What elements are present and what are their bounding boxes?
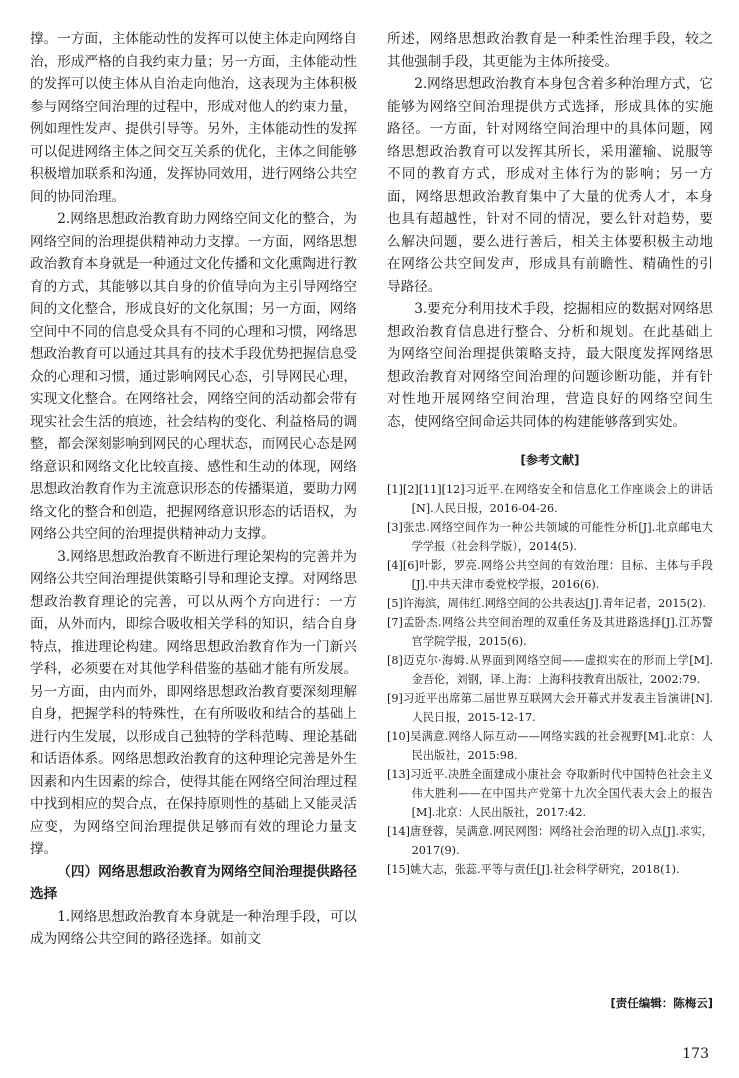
reference-item: [7]孟卧杰.网络公共空间治理的双重任务及其进路选择[J].江苏警官学院学报，2015(6). — [387, 615, 713, 648]
reference-item: [3]张忠.网络空间作为一种公共领域的可能性分析[J].北京邮电大学学报（社会科学版），2014(5). — [387, 520, 713, 553]
reference-item: [15]姚大志，张蕊.平等与责任[J].社会科学研究，2018(1). — [387, 862, 680, 876]
reference-item: [8]迈克尔·海姆.从界面到网络空间——虚拟实在的形而上学[M].金吾伦，刘钢，译.上海：上海科技教育出版社，2002:79. — [387, 653, 713, 686]
reference-item: [10]吴满意.网络人际互动——网络实践的社会视野[M].北京：人民出版社，2015:98. — [387, 729, 713, 762]
references-title: [参考文献] — [520, 453, 580, 467]
reference-item: [9]习近平出席第二届世界互联网大会开幕式并发表主旨演讲[N].人民日报，2015-12-17. — [387, 691, 713, 724]
reference-item: [13]习近平.决胜全面建成小康社会 夺取新时代中国特色社会主义伟大胜利——在中国共产党第十九次全国代表大会上的报告[M].北京：人民出版社，2017:42. — [387, 767, 713, 819]
page-number: 173 — [682, 1046, 709, 1062]
section-subheading: （四）网络思想政治教育为网络空间治理提供路径选择 — [30, 863, 357, 902]
body-paragraph: 3.要充分利用技术手段，挖掘相应的数据对网络思想政治教育信息进行整合、分析和规划。在此基础上为网络空间治理提供策略支持，最大限度发挥网络思想政治教育对网络空间治理的问题诊断功能，并有针对性地开展网络空间治理，营造良好的网络空间生态，使网络空间命运共同体的构建能够落到实处。 — [387, 301, 713, 430]
reference-item: [14]唐登蓉，吴满意.网民网图：网络社会治理的切入点[J].求实，2017(9). — [387, 824, 713, 857]
reference-item: [4][6]叶影，罗亮.网络公共空间的有效治理：目标、主体与手段[J].中共天津市委党校学报，2016(6). — [387, 558, 713, 591]
reference-item: [5]许海滨，周伟红.网络空间的公共表达[J].青年记者，2015(2). — [387, 596, 706, 610]
body-paragraph: 3.网络思想政治教育不断进行理论架构的完善并为网络公共空间治理提供策略引导和理论支撑。对网络思想政治教育理论的完善，可以从两个方向进行：一方面，从外而内，即综合吸收相关学科的知识，结合自身特点，推进理论构建。网络思想政治教育作为一门新兴学科，必须要在对其他学科借鉴的基础才能有所发展。另一方面，由内而外，即网络思想政治教育要深刻理解自身，把握学科的特殊性，在有所吸收和结合的基础上进行内生发展，以形成自己独特的学科范畴、理论基础和话语体系。网络思想政治教育的这种理论完善是外生因素和内生因素的综合，使得其能在网络空间治理过程中找到相应的契合点，在保持原则性的基础上又能灵活应变，为网络空间治理提供足够而有效的理论力量支撑。 — [30, 548, 357, 857]
body-paragraph: 1.网络思想政治教育本身就是一种治理手段，可以成为网络公共空间的路径选择。如前文 — [30, 908, 357, 947]
body-paragraph: 2.网络思想政治教育本身包含着多种治理方式，它能够为网络空间治理提供方式选择，形成具体的实施路径。一方面，针对网络空间治理中的具体问题，网络思想政治教育可以发挥其所长，采用灌输、说服等不同的教育方式，形成对主体行为的影响；另一方面，网络思想政治教育集中了大量的优秀人才，本身也具有超越性，针对不同的情况，要么针对趋势，要么解决问题，要么进行善后，相关主体要积极主动地在网络公共空间发声，形成具有前瞻性、精确性的引导路径。 — [387, 76, 713, 295]
right-column — [387, 28, 713, 879]
editor-note: [责任编辑：陈梅云] — [610, 996, 713, 1010]
body-paragraph: 2.网络思想政治教育助力网络空间文化的整合，为网络空间的治理提供精神动力支撑。一方面，网络思想政治教育本身就是一种通过文化传播和文化熏陶进行教育的方式，其能够以其自身的价值导向为主引导网络空间的文化整合，形成良好的文化氛围；另一方面，网络空间中不同的信息受众具有不同的心理和习惯，网络思想政治教育可以通过其具有的技术手段优势把握信息受众的心理和习惯，通过影响网民心态，引导网民心理，实现文化整合。在网络社会，网络空间的活动都会带有现实社会生活的痕迹，社会结构的变化、利益格局的调整，都会深刻影响到网民的心理状态，而网民心态是网络意识和网络文化比较直接、感性和生动的体现，网络思想政治教育作为主流意识形态的传播渠道，要助力网络文化的整合和创造，把握网络意识形态的话语权，为网络公共空间的治理提供精神动力支撑。 — [30, 211, 357, 542]
reference-item: [1][2][11][12]习近平.在网络安全和信息化工作座谈会上的讲话[N].人民日报，2016-04-26. — [387, 482, 713, 515]
body-paragraph: 所述，网络思想政治教育是一种柔性治理手段，较之其他强制手段，其更能为主体所接受。 — [387, 31, 713, 70]
body-paragraph: 撑。一方面，主体能动性的发挥可以使主体走向网络自治，形成严格的自我约束力量；另一方面，主体能动性的发挥可以使主体从自治走向他治，这表现为主体积极参与网络空间治理的过程中，形成对他人的约束力量，例如理性发声、提供引导等。另外，主体能动性的发挥可以促进网络主体之间交互关系的优化，主体之间能够积极增加联系和沟通，发挥协同效用，进行网络公共空间的协同治理。 — [30, 31, 357, 205]
references-list — [387, 480, 713, 879]
left-column — [30, 28, 357, 951]
